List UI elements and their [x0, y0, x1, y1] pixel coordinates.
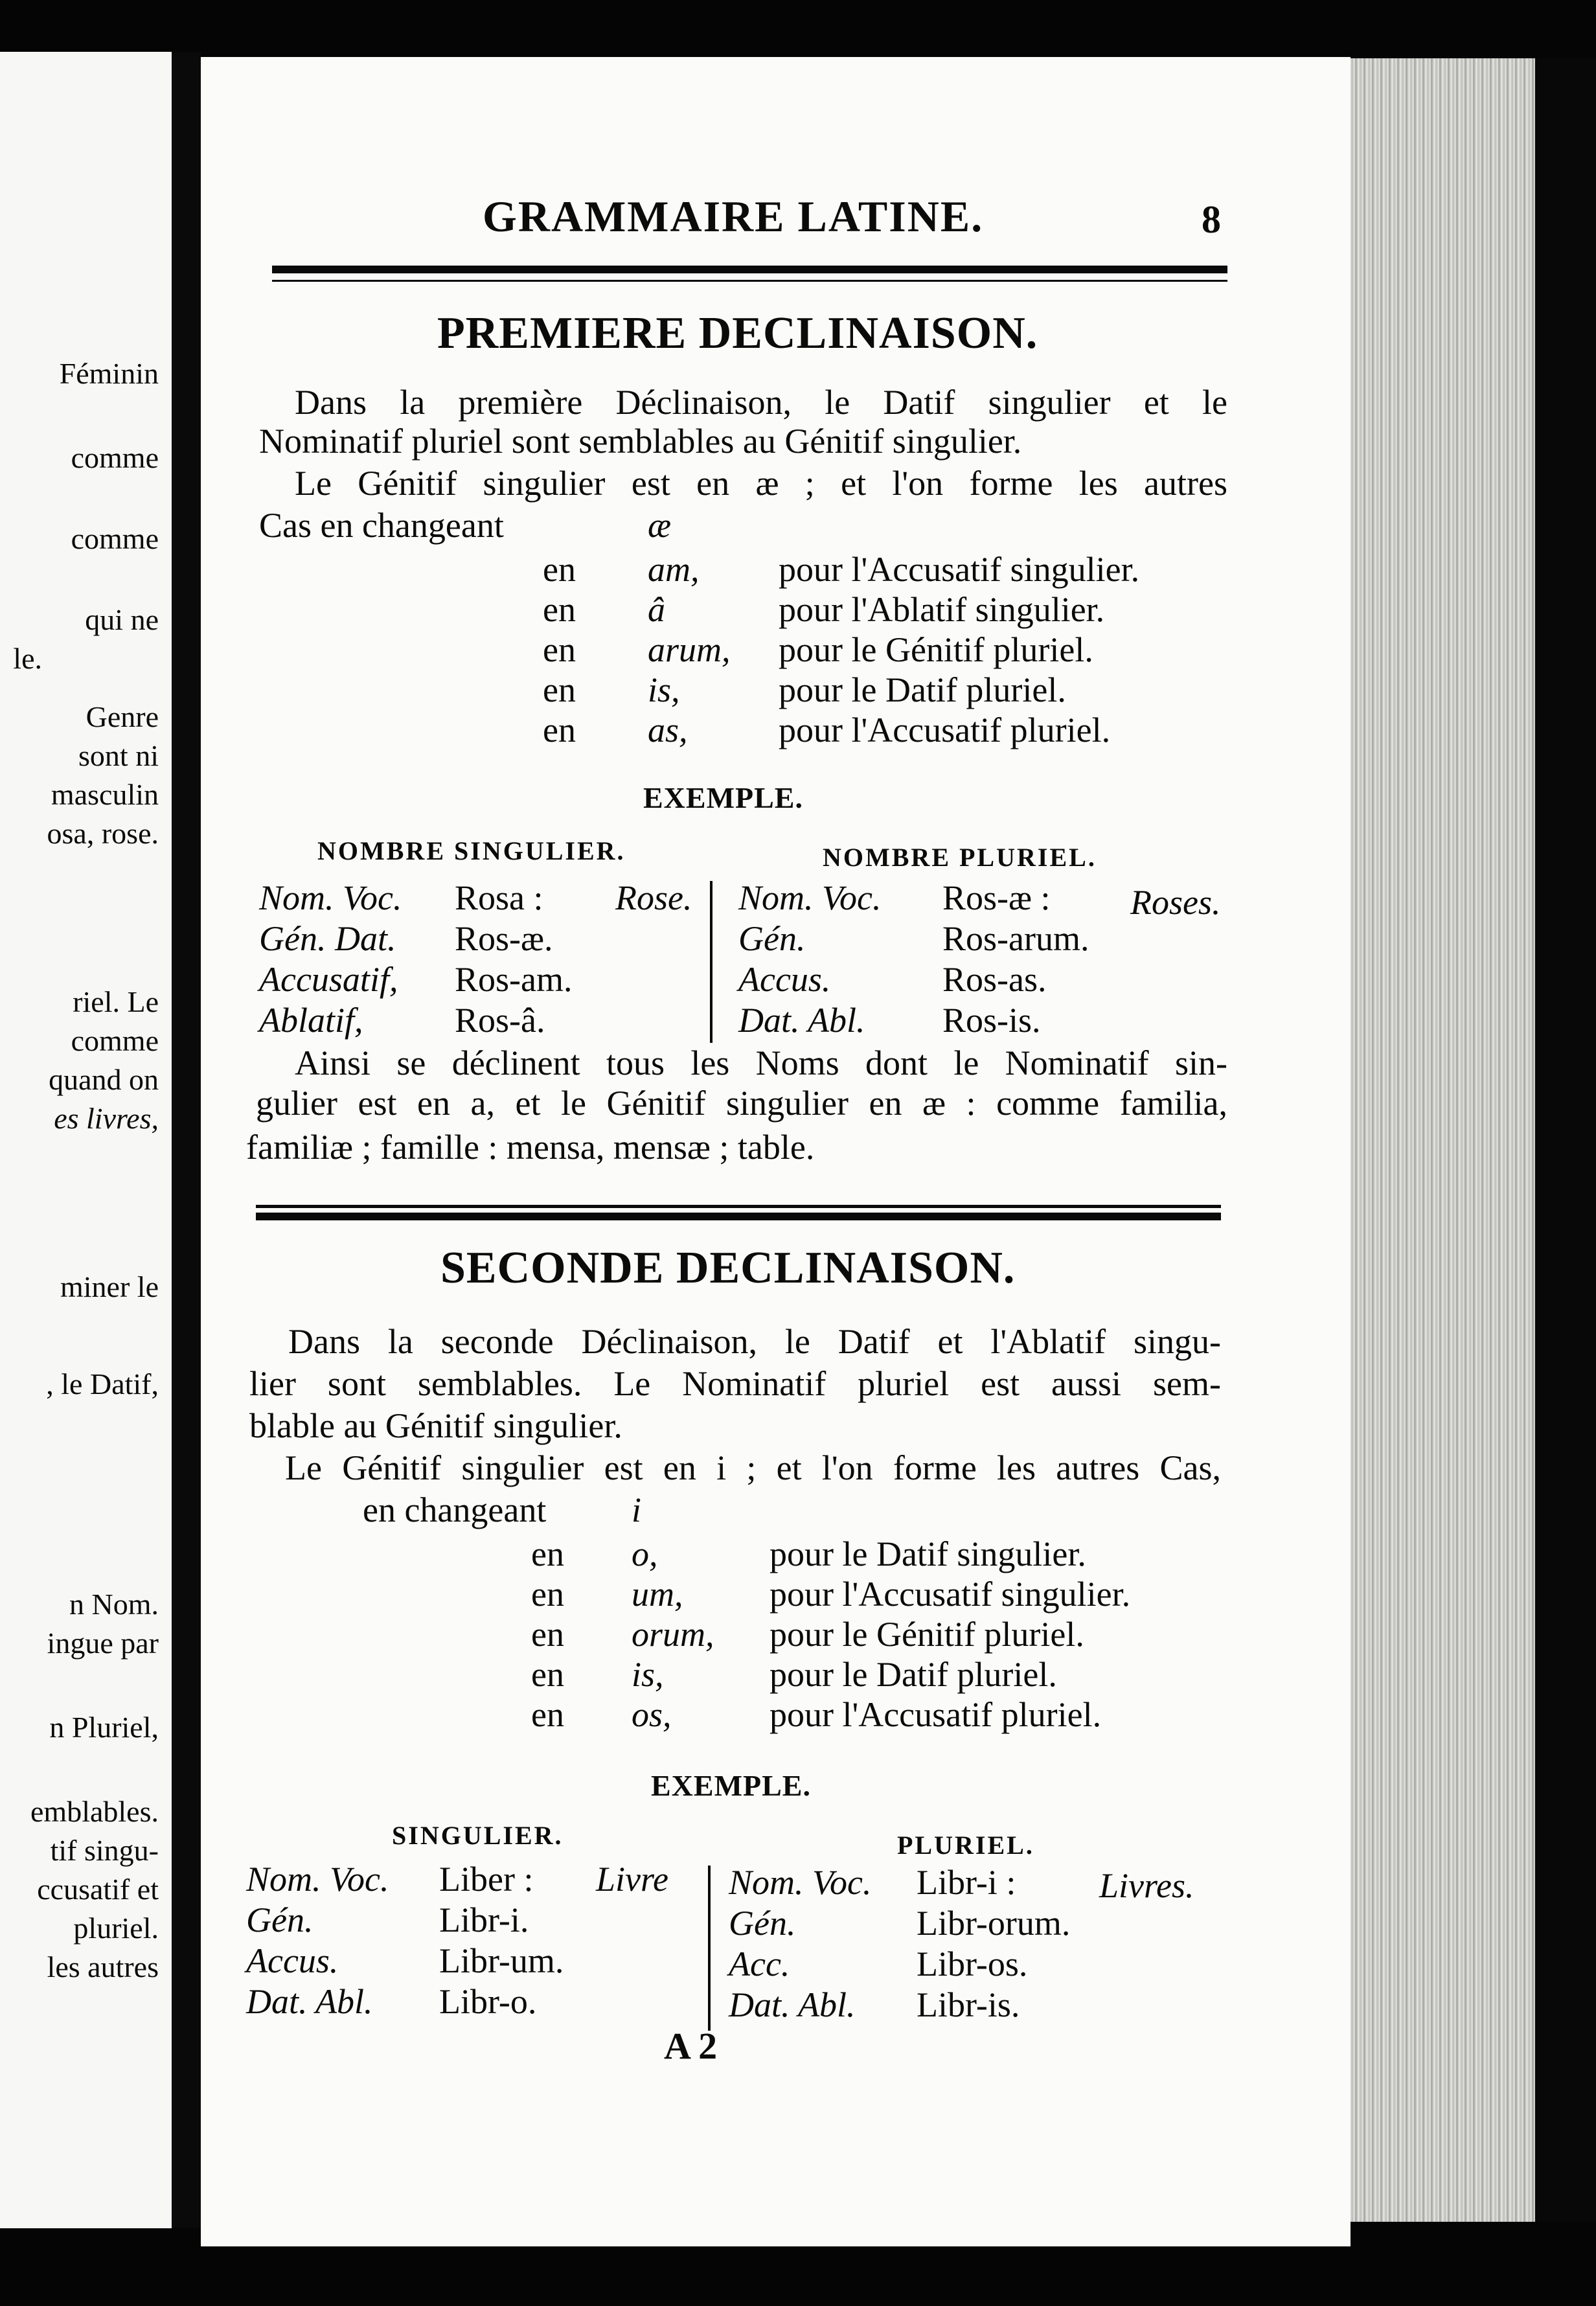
- ending-form: arum,: [648, 630, 731, 669]
- left-fragment-line: qui ne: [85, 603, 159, 636]
- case-label: Accusatif,: [259, 960, 398, 999]
- gloss: Rose.: [615, 878, 692, 917]
- section-title: PREMIERE DECLINAISON.: [437, 308, 1038, 358]
- paragraph-line: Dans la seconde Déclinaison, le Datif et l'Ablatif singu-: [288, 1322, 1221, 1361]
- ending-use: pour l'Accusatif pluriel.: [770, 1695, 1102, 1734]
- case-label: Nom. Voc.: [738, 878, 882, 917]
- left-fragment-line: es livres,: [54, 1102, 159, 1135]
- declined-form: Libr-os.: [917, 1945, 1028, 1983]
- declined-form: Ros-arum.: [942, 919, 1089, 958]
- gloss: Livres.: [1099, 1866, 1194, 1905]
- left-fragment-line: riel. Le: [73, 985, 159, 1018]
- ending-use: pour le Datif pluriel.: [779, 670, 1066, 709]
- declined-form: Ros-â.: [455, 1001, 545, 1040]
- page-number: 8: [1202, 198, 1222, 241]
- case-label: Ablatif,: [259, 1001, 363, 1040]
- paragraph-line: blable au Génitif singulier.: [249, 1406, 622, 1445]
- table-divider: [710, 881, 712, 1043]
- left-fragment-line: pluriel.: [73, 1912, 159, 1945]
- ending-en: en: [531, 1695, 564, 1734]
- left-fragment-line: n Nom.: [69, 1588, 159, 1621]
- ending-use: pour le Génitif pluriel.: [770, 1615, 1084, 1654]
- header-rule-thin: [272, 280, 1227, 282]
- ending-en: en: [543, 670, 576, 709]
- left-fragment-line: les autres: [47, 1950, 159, 1983]
- ending-use: pour l'Accusatif pluriel.: [779, 711, 1111, 749]
- section-rule-thick: [256, 1213, 1221, 1220]
- case-label: Gén.: [729, 1904, 796, 1943]
- left-fragment-line: n Pluriel,: [49, 1711, 159, 1744]
- paragraph-line: Dans la première Déclinaison, le Datif singulier et le: [295, 383, 1227, 422]
- plural-header: NOMBRE PLURIEL.: [823, 843, 1097, 872]
- left-page-fragment: [0, 52, 172, 2228]
- ending-form: as,: [648, 711, 688, 749]
- left-fragment-line: comme: [71, 1024, 159, 1057]
- case-label: Gén.: [246, 1901, 314, 1939]
- paragraph-line: Nominatif pluriel sont semblables au Génitif singulier.: [259, 422, 1022, 461]
- declined-form: Rosa :: [455, 878, 543, 917]
- ending-form: â: [648, 590, 665, 629]
- ending-en: en: [531, 1575, 564, 1614]
- paragraph-line: Le Génitif singulier est en i ; et l'on forme les autres Cas,: [285, 1448, 1221, 1487]
- page-edges: [1351, 58, 1535, 2222]
- ending-form: am,: [648, 550, 700, 589]
- dark-background-edge: [1535, 58, 1596, 2222]
- table-divider: [708, 1866, 711, 2031]
- case-label: Nom. Voc.: [259, 878, 402, 917]
- plural-header: PLURIEL.: [897, 1831, 1034, 1860]
- left-fragment-line: miner le: [60, 1270, 159, 1303]
- ending-use: pour l'Accusatif singulier.: [779, 550, 1140, 589]
- ending-en: en: [543, 711, 576, 749]
- paragraph-line: Ainsi se déclinent tous les Noms dont le Nominatif sin-: [295, 1044, 1227, 1082]
- left-fragment-line: masculin: [51, 778, 159, 811]
- left-fragment-line: quand on: [49, 1063, 159, 1096]
- ending-en: en: [531, 1655, 564, 1694]
- gloss: Livre: [596, 1860, 668, 1899]
- left-fragment-line: emblables.: [30, 1795, 159, 1828]
- ending-form: is,: [632, 1655, 664, 1694]
- singular-header: NOMBRE SINGULIER.: [317, 836, 626, 865]
- declined-form: Libr-um.: [439, 1941, 564, 1980]
- ending-use: pour l'Ablatif singulier.: [779, 590, 1105, 629]
- ending-use: pour le Datif pluriel.: [770, 1655, 1057, 1694]
- paragraph-line: familiæ ; famille : mensa, mensæ ; table.: [246, 1128, 815, 1167]
- declined-form: Libr-is.: [917, 1985, 1020, 2024]
- case-label: Dat. Abl.: [729, 1985, 856, 2024]
- paragraph-line: Cas en changeant: [259, 506, 504, 545]
- ending-en: en: [543, 550, 576, 589]
- singular-header: SINGULIER.: [392, 1821, 564, 1850]
- paragraph-line: en changeant: [363, 1490, 547, 1529]
- left-fragment-line: ccusatif et: [37, 1873, 159, 1906]
- left-fragment-line: Genre: [86, 700, 159, 733]
- paragraph-line: Le Génitif singulier est en æ ; et l'on forme les autres: [295, 464, 1227, 503]
- case-label: Gén.: [738, 919, 806, 958]
- case-label: Accus.: [738, 960, 831, 999]
- ending-form: os,: [632, 1695, 672, 1734]
- left-fragment-line: comme: [71, 441, 159, 474]
- declined-form: Ros-am.: [455, 960, 573, 999]
- declined-form: Libr-i :: [917, 1863, 1016, 1902]
- declined-form: Ros-æ :: [942, 878, 1051, 917]
- ending-en: en: [543, 590, 576, 629]
- ending-stem: æ: [648, 506, 672, 545]
- case-label: Nom. Voc.: [246, 1860, 389, 1899]
- section-rule: [256, 1205, 1221, 1208]
- case-label: Dat. Abl.: [738, 1001, 865, 1040]
- declined-form: Libr-orum.: [917, 1904, 1071, 1943]
- left-fragment-line: osa, rose.: [47, 817, 159, 850]
- case-label: Accus.: [246, 1941, 339, 1980]
- ending-form: is,: [648, 670, 680, 709]
- ending-stem: i: [632, 1490, 642, 1529]
- case-label: Gén. Dat.: [259, 919, 396, 958]
- signature-mark: A 2: [664, 2025, 718, 2067]
- book-gutter: [172, 52, 201, 2228]
- ending-form: um,: [632, 1575, 683, 1614]
- ending-en: en: [531, 1615, 564, 1654]
- declined-form: Ros-æ.: [455, 919, 553, 958]
- gloss: Roses.: [1130, 883, 1221, 922]
- declined-form: Liber :: [439, 1860, 534, 1899]
- declined-form: Ros-is.: [942, 1001, 1041, 1040]
- case-label: Dat. Abl.: [246, 1982, 373, 2021]
- ending-use: pour l'Accusatif singulier.: [770, 1575, 1131, 1614]
- example-label: EXEMPLE.: [651, 1769, 811, 1802]
- ending-use: pour le Datif singulier.: [770, 1535, 1086, 1573]
- left-fragment-line: Féminin: [59, 357, 159, 390]
- example-label: EXEMPLE.: [643, 781, 803, 814]
- section-title: SECONDE DECLINAISON.: [440, 1243, 1016, 1293]
- case-label: Acc.: [729, 1945, 790, 1983]
- declined-form: Ros-as.: [942, 960, 1047, 999]
- header-rule: [272, 266, 1227, 273]
- ending-en: en: [531, 1535, 564, 1573]
- left-fragment-line: comme: [71, 522, 159, 555]
- paragraph-line: gulier est en a, et le Génitif singulier en æ : comme familia,: [256, 1084, 1227, 1123]
- ending-form: orum,: [632, 1615, 714, 1654]
- running-header-title: GRAMMAIRE LATINE.: [483, 192, 984, 241]
- ending-form: o,: [632, 1535, 658, 1573]
- declined-form: Libr-o.: [439, 1982, 537, 2021]
- declined-form: Libr-i.: [439, 1901, 529, 1939]
- left-fragment-line: ingue par: [47, 1627, 159, 1660]
- left-fragment-line: sont ni: [78, 739, 159, 772]
- ending-en: en: [543, 630, 576, 669]
- paragraph-line: lier sont semblables. Le Nominatif pluriel est aussi sem-: [249, 1364, 1221, 1403]
- left-fragment-line: , le Datif,: [46, 1367, 159, 1400]
- left-fragment-line: le.: [13, 642, 42, 675]
- left-fragment-line: tif singu-: [50, 1834, 159, 1867]
- ending-use: pour le Génitif pluriel.: [779, 630, 1093, 669]
- case-label: Nom. Voc.: [729, 1863, 872, 1902]
